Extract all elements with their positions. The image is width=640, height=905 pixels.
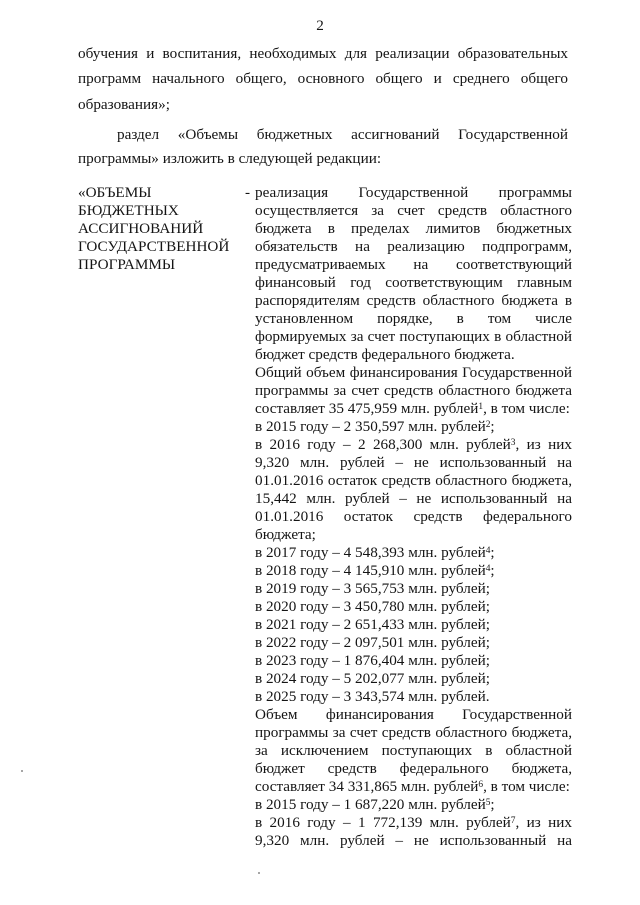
- right-line: бюджет средств федерального бюджета.: [255, 346, 515, 363]
- line-text: , в том числе:: [483, 778, 570, 795]
- right-line: [255, 815, 572, 833]
- line-text: в 2015 году – 2 350,597 млн. рублей: [255, 418, 486, 435]
- right-line: 01.01.2016 остаток средств федерального: [255, 508, 572, 525]
- right-line: 9,320 млн. рублей – не использованный на: [255, 832, 572, 849]
- right-line: в 2022 году – 2 097,501 млн. рублей;: [255, 634, 490, 651]
- line-text: ;: [490, 562, 495, 579]
- right-line: бюджета в пределах лимитов бюджетных: [255, 220, 572, 237]
- right-line: Объем финансирования Государственной: [255, 706, 572, 723]
- right-line: [255, 401, 572, 419]
- left-label-line: АССИГНОВАНИЙ: [78, 220, 204, 237]
- right-line: реализация Государственной программы: [255, 184, 572, 201]
- right-line: бюджет средств федерального бюджета,: [255, 760, 572, 777]
- right-line: 15,442 млн. рублей – не использованный на: [255, 490, 572, 507]
- line-text: , в том числе:: [483, 400, 570, 417]
- right-line: [255, 563, 572, 581]
- right-line: 01.01.2016 остаток средств областного бюджета,: [255, 472, 572, 489]
- left-label-line: БЮДЖЕТНЫХ: [78, 202, 179, 219]
- line-text: ;: [490, 796, 495, 813]
- footnote-mark: 4: [485, 563, 491, 574]
- line-text: , из них: [515, 436, 572, 453]
- right-line: 9,320 млн. рублей – не использованный на: [255, 454, 572, 471]
- right-line: [255, 419, 572, 437]
- right-line: в 2025 году – 3 343,574 млн. рублей.: [255, 688, 490, 705]
- right-line: [255, 797, 572, 815]
- right-line: в 2024 году – 5 202,077 млн. рублей;: [255, 670, 490, 687]
- footnote-mark: 3: [510, 437, 516, 448]
- intro-line: программ начального общего, основного общего и среднего общего: [78, 70, 568, 87]
- footnote-mark: 7: [510, 815, 516, 826]
- right-line: предусматриваемых на соответствующий: [255, 256, 572, 273]
- line-text: ;: [490, 418, 495, 435]
- line-text: ;: [490, 544, 495, 561]
- right-line: установленном порядке, в том числе: [255, 310, 572, 327]
- line-text: в 2016 году – 2 268,300 млн. рублей: [255, 436, 511, 453]
- right-line: осуществляется за счет средств областного: [255, 202, 572, 219]
- intro-line: образования»;: [78, 96, 170, 113]
- footnote-mark: 2: [485, 419, 491, 430]
- line-text: составляет 35 475,959 млн. рублей: [255, 400, 479, 417]
- intro-line: обучения и воспитания, необходимых для реализации образовательных: [78, 45, 568, 62]
- right-line: формируемых за счет поступающих в областной: [255, 328, 572, 345]
- footnote-mark: 4: [485, 545, 491, 556]
- right-line: [255, 779, 572, 797]
- intro-line: раздел «Объемы бюджетных ассигнований Государственной: [117, 126, 568, 143]
- right-line: обязательств на реализацию подпрограмм,: [255, 238, 572, 255]
- right-line: в 2021 году – 2 651,433 млн. рублей;: [255, 616, 490, 633]
- line-text: в 2015 году – 1 687,220 млн. рублей: [255, 796, 486, 813]
- right-line: финансовый год соответствующим главным: [255, 274, 572, 291]
- right-line: за исключением поступающих в областной: [255, 742, 572, 759]
- left-label-line: «ОБЪЕМЫ: [78, 184, 152, 201]
- line-text: в 2017 году – 4 548,393 млн. рублей: [255, 544, 486, 561]
- page-number: 2: [316, 17, 324, 34]
- right-line: бюджета;: [255, 526, 316, 543]
- line-text: , из них: [515, 814, 572, 831]
- left-label-line: ГОСУДАРСТВЕННОЙ: [78, 238, 230, 255]
- scan-speck: [258, 872, 260, 874]
- line-text: в 2016 году – 1 772,139 млн. рублей: [255, 814, 511, 831]
- right-line: в 2020 году – 3 450,780 млн. рублей;: [255, 598, 490, 615]
- scan-speck: [21, 770, 23, 772]
- footnote-mark: 5: [485, 797, 491, 808]
- line-text: в 2018 году – 4 145,910 млн. рублей: [255, 562, 486, 579]
- right-line: программы за счет средств областного бюджета: [255, 382, 572, 399]
- right-line: программы за счет средств областного бюджета,: [255, 724, 572, 741]
- right-line: Общий объем финансирования Государственной: [255, 364, 572, 381]
- footnote-mark: 6: [478, 779, 484, 790]
- left-label-line: ПРОГРАММЫ: [78, 256, 176, 273]
- right-line: в 2023 году – 1 876,404 млн. рублей;: [255, 652, 490, 669]
- footnote-mark: 1: [478, 401, 484, 412]
- right-line: [255, 545, 572, 563]
- right-line: распорядителям средств областного бюджета в: [255, 292, 572, 309]
- right-line: в 2019 году – 3 565,753 млн. рублей;: [255, 580, 490, 597]
- line-text: составляет 34 331,865 млн. рублей: [255, 778, 479, 795]
- intro-line: программы» изложить в следующей редакции:: [78, 150, 382, 167]
- right-line: [255, 437, 572, 455]
- separator-dash: -: [245, 184, 251, 201]
